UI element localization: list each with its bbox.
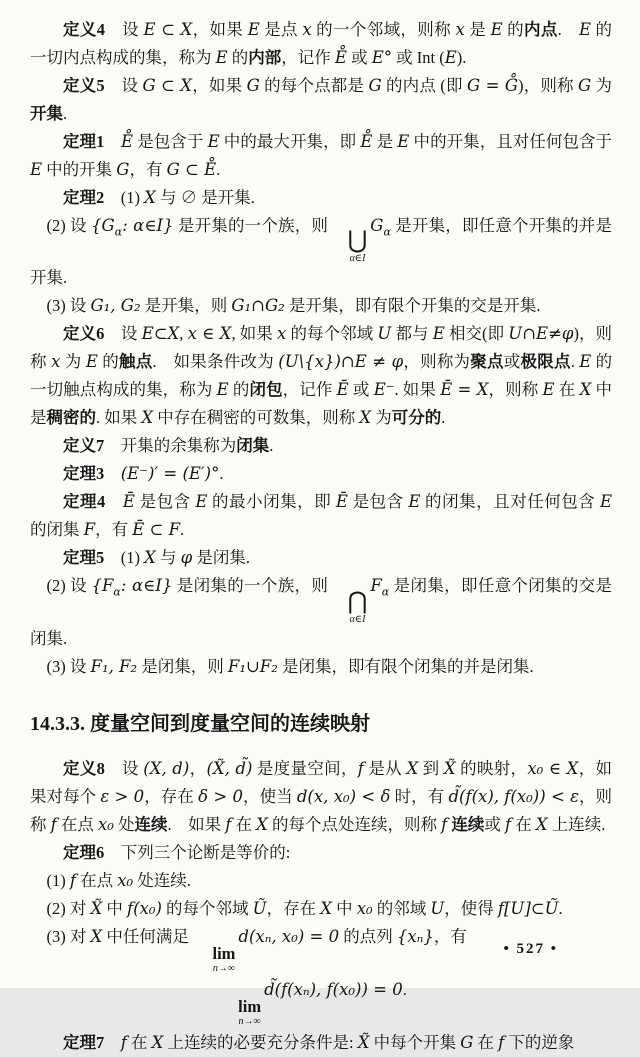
text-run: G [370, 216, 384, 235]
text-run: ，如果 [192, 76, 247, 95]
text-run: E̊ [120, 132, 134, 151]
text-run: 稠密的 [46, 408, 96, 428]
paragraph [30, 128, 612, 184]
text-run: 闭包 [249, 380, 283, 400]
text-run: (1) [46, 870, 70, 890]
text-run: X̃ [90, 898, 103, 918]
text-run: 触点 [119, 352, 153, 372]
text-run: 下的逆象 [504, 1033, 575, 1053]
text-run: x₀ [117, 870, 134, 890]
text-run: E ⊂ X [143, 20, 193, 39]
union-operator: ⋃ α∈I [347, 228, 368, 265]
text-run: E [579, 20, 592, 39]
text-run: , [179, 324, 188, 344]
text-run: f [120, 1033, 127, 1053]
paragraph [30, 16, 612, 72]
text-run: 为 [591, 76, 613, 95]
text-run: E [600, 492, 613, 512]
text-run: F [370, 576, 382, 596]
text-run: (X̃, d̃) [206, 758, 253, 778]
text-run: E̊ [360, 132, 373, 151]
text-run: . [219, 464, 224, 484]
text-run: 与 [155, 548, 181, 568]
text-run: G₁, G₂ [90, 296, 141, 316]
text-run: 中任何满足 [102, 926, 193, 946]
text-run: 中是 [30, 380, 613, 428]
text-run: 的 [502, 20, 524, 39]
text-run: G₁∩G₂ [231, 296, 285, 316]
text-run: E [216, 380, 229, 400]
text-run: 是度量空间， [252, 758, 358, 778]
text-run: ，有 [433, 926, 467, 946]
text-run: 的每个邻域 [286, 324, 378, 344]
text-run: 定义5 [63, 76, 105, 95]
text-run: 定义6 [63, 324, 105, 344]
text-run: 或 [484, 814, 505, 834]
text-run: 在 [473, 1033, 499, 1053]
text-run: ). [456, 48, 467, 67]
text-run: F [83, 520, 96, 540]
text-run: X̃ [443, 758, 456, 778]
text-run: 是开集，即有限个开集的交是开集. [284, 296, 541, 316]
text-run: U [430, 898, 445, 918]
text-run: 开集 [30, 104, 63, 123]
text-run: 的 [97, 352, 119, 372]
text-run: . 如果条件改为 [152, 352, 279, 372]
text-run: x₀ [97, 814, 114, 834]
text-run: 是包含 [134, 492, 196, 512]
text-run: Ē [336, 380, 349, 400]
text-run: . 如果 [394, 380, 441, 400]
text-run: F₁∪F₂ [227, 656, 278, 676]
text-run: 相交(即 [444, 324, 509, 344]
text-run: 定理2 [63, 188, 105, 207]
text-run: 都与 [391, 324, 433, 344]
text-run: U∩E≠φ [508, 324, 574, 344]
text-run: G ⊂ E̊ [166, 160, 217, 179]
text-run: F₁, F₂ [90, 656, 138, 676]
text-run: . [557, 20, 579, 39]
text-run: 在 [231, 814, 257, 834]
text-run: Ē ⊂ F [132, 520, 181, 540]
paragraph [30, 653, 612, 681]
text-run: f [357, 758, 364, 778]
paragraph [30, 432, 612, 460]
text-run: (2) 对 [46, 898, 91, 918]
text-run: : α∈I} [122, 216, 174, 235]
text-run: X [256, 814, 268, 834]
text-run: 14.3.3. 度量空间到度量空间的连续映射 [30, 712, 370, 735]
text-run: . [402, 979, 407, 999]
text-run: X [141, 408, 154, 428]
text-run: 连续 [134, 814, 168, 834]
text-run: )，则称 [30, 324, 613, 372]
paragraph [30, 212, 612, 292]
paragraph [30, 72, 612, 128]
document-body [30, 16, 612, 1057]
text-run: Ē [335, 492, 348, 512]
text-run: f [69, 870, 76, 890]
text-run: E [85, 352, 98, 372]
text-run: 的内点 (即 [381, 76, 467, 95]
text-run: 是闭集，即有限个闭集的并是闭集. [277, 656, 534, 676]
text-run: X [144, 188, 156, 207]
text-run: ε > 0 [100, 786, 145, 806]
text-run: X [90, 926, 103, 946]
text-run: X [320, 898, 332, 918]
section-heading [30, 711, 612, 737]
text-run: ，使得 [444, 898, 498, 918]
text-run: ，则称为 [403, 352, 471, 372]
text-run: x ∈ X [187, 324, 232, 344]
text-run: f [50, 814, 57, 834]
text-run: d(xₙ, x₀) = 0 [238, 926, 340, 946]
text-run: 的邻域 [372, 898, 431, 918]
text-run: ，有 [95, 520, 133, 540]
text-run: E [207, 132, 220, 151]
text-run: 是包含于 [133, 132, 208, 151]
text-run: 下列三个论断是等价的: [104, 842, 291, 862]
text-run: 的闭集 [30, 520, 84, 540]
text-run: 定理6 [63, 842, 105, 862]
paragraph [30, 488, 612, 544]
paragraph [30, 895, 612, 923]
text-run: α [383, 225, 391, 239]
text-run: 设 [104, 324, 142, 344]
text-run: X [406, 758, 419, 778]
text-run: G ⊂ X [142, 76, 193, 95]
text-run: x₀ [356, 898, 373, 918]
text-run: G [460, 1033, 474, 1053]
text-run: ，使当 [242, 786, 297, 806]
text-run: 的一个邻域，则称 [311, 20, 456, 39]
paragraph [30, 544, 612, 572]
text-run: (2) 设 [46, 216, 92, 235]
text-run: . 如果 [96, 408, 142, 428]
text-run: ，存在 [266, 898, 321, 918]
text-run: 是闭集. [192, 548, 250, 568]
text-run: 中的开集，且对任何包含于 [409, 132, 613, 151]
text-run: (E⁻)′ = (E′)° [120, 464, 220, 484]
limit-operator: lim n→∞ [238, 997, 262, 1028]
text-run: d̃(f(xₙ), f(x₀)) = 0 [264, 979, 403, 999]
text-run: 的点列 [339, 926, 397, 946]
text-run: X [535, 814, 548, 834]
text-run: 是开集，即任意个开集的并是开集. [30, 216, 612, 288]
text-run [104, 1033, 121, 1052]
text-run: 或 [503, 352, 521, 372]
text-run: G [578, 76, 592, 95]
text-run: 上连续. [547, 814, 606, 834]
text-run: ，有 [129, 160, 167, 179]
text-run: x [277, 324, 287, 344]
text-run: 设 [104, 20, 144, 39]
text-run: 与 ∅ 是开集. [155, 188, 255, 207]
text-run: {G [91, 216, 115, 235]
text-run: ，存在 [144, 786, 199, 806]
text-run: ，如果对每个 [30, 758, 613, 806]
text-run: 中的最大开集，即 [219, 132, 361, 151]
text-run: 到 [418, 758, 444, 778]
text-run: d(x, x₀) < δ [296, 786, 391, 806]
text-run: 定义8 [63, 758, 105, 778]
text-run: . [570, 352, 580, 372]
text-run: . [269, 436, 274, 456]
text-run: X̃ [357, 1033, 370, 1053]
text-run: G [116, 160, 130, 179]
text-run: 定理1 [63, 132, 105, 151]
text-run: . [63, 104, 68, 123]
paragraph [30, 839, 612, 867]
text-run: 设 [104, 76, 143, 95]
text-run: 中 [331, 898, 357, 918]
text-run: 上连续的必要充分条件是: [163, 1033, 358, 1053]
text-run: G [368, 76, 382, 95]
text-run [104, 132, 121, 151]
text-run: 是包含 [347, 492, 409, 512]
text-run: 是开集的一个族，则 [173, 216, 329, 235]
text-run: E [408, 492, 421, 512]
text-run: 处连续. [133, 870, 191, 890]
text-run: 在点 [56, 814, 98, 834]
text-run: 开集的余集称为 [104, 436, 237, 456]
text-run: : α∈I} [120, 576, 173, 596]
text-run: 在 [511, 814, 536, 834]
text-run: 或 Int ( [392, 48, 445, 67]
text-run: ，如果 [192, 20, 248, 39]
text-run: (1) [104, 188, 145, 207]
text-run: G = G̊ [466, 76, 519, 95]
text-run: 为 [371, 408, 392, 428]
text-run: ，则称 [30, 786, 613, 834]
text-run: {xₙ} [396, 926, 434, 946]
paragraph [30, 184, 612, 212]
text-run: 的一切触点构成的集，称为 [30, 352, 613, 400]
text-run: f [498, 1033, 505, 1053]
limit-operator: lim n→∞ [212, 943, 236, 974]
text-run: (U\{x})∩E ≠ φ [278, 352, 404, 372]
text-run: f[U]⊂Ũ [497, 898, 559, 918]
text-run: 设 [104, 758, 144, 778]
text-run: )，则称 [518, 76, 579, 95]
text-run: . [441, 408, 446, 428]
text-run: {F [91, 576, 114, 596]
text-run: ，记作 [281, 48, 335, 67]
text-run: 的闭集，且对任何包含 [420, 492, 600, 512]
text-run: 中存在稠密的可数集，则称 [153, 408, 360, 428]
text-run: 闭集 [236, 436, 270, 456]
text-run: 中 [102, 898, 127, 918]
display-formula [30, 976, 612, 1027]
text-run: 为 [60, 352, 86, 372]
text-run: f [225, 814, 232, 834]
text-run: (3) 对 [46, 926, 91, 946]
text-run: x [51, 352, 61, 372]
text-run: 是从 [363, 758, 407, 778]
text-run [104, 464, 121, 483]
text-run: 的每个点都是 [259, 76, 369, 95]
text-run: 的一切内点构成的集，称为 [30, 20, 613, 67]
text-run: , 如果 [231, 324, 277, 344]
text-run: 是 [464, 20, 491, 39]
text-run: E [215, 48, 228, 67]
paragraph [30, 320, 612, 432]
paragraph [30, 1029, 612, 1057]
paragraph [30, 867, 612, 895]
text-run: 或 [346, 48, 372, 67]
text-run: 的映射， [455, 758, 528, 778]
text-run: 是闭集，则 [137, 656, 228, 676]
text-run: α [113, 585, 121, 599]
text-run: 或 [348, 380, 374, 400]
text-run: E⊂X [141, 324, 180, 344]
text-run: (X, d) [143, 758, 190, 778]
text-run: 连续 [451, 814, 485, 834]
text-run: 定义4 [63, 20, 105, 39]
text-run: x [455, 20, 465, 39]
text-run: 时，有 [390, 786, 449, 806]
text-run: X [579, 380, 592, 400]
text-run: . [558, 898, 563, 918]
text-run: 定理3 [63, 464, 105, 484]
text-run: E [432, 324, 445, 344]
text-run: X [144, 548, 156, 568]
text-run: 是点 [259, 20, 303, 39]
text-run: Ē = X [440, 380, 489, 400]
text-run: 是闭集的一个族，则 [172, 576, 329, 596]
text-run: 定理4 [63, 492, 106, 512]
paragraph [30, 292, 612, 320]
text-run: E [247, 20, 260, 39]
text-run: α [114, 225, 123, 239]
text-run: E̊ [334, 48, 347, 67]
text-run: ，则称 [488, 380, 543, 400]
text-run: U [377, 324, 392, 344]
text-run: 是闭集，即任意个闭集的交是闭集. [30, 576, 612, 648]
text-run: α [381, 585, 390, 599]
paragraph [30, 460, 612, 488]
text-run: E [444, 48, 457, 67]
text-run: f [441, 814, 448, 834]
text-run: E° [371, 48, 393, 67]
text-run: E [195, 492, 208, 512]
text-run [105, 492, 123, 511]
text-run: 是 [372, 132, 398, 151]
text-run: 在 [126, 1033, 152, 1053]
text-run: X [151, 1033, 164, 1053]
text-run: x [302, 20, 312, 39]
text-run: . [180, 520, 185, 540]
text-run: 极限点 [520, 352, 571, 372]
text-run: E⁻ [373, 380, 395, 400]
text-run: 处 [113, 814, 135, 834]
text-run: G [246, 76, 260, 95]
text-run: 的每个点处连续，则称 [267, 814, 442, 834]
text-run: E [397, 132, 410, 151]
text-run: 定理7 [63, 1033, 105, 1053]
text-run: 内点 [523, 20, 558, 39]
text-run: 的每个邻域 [161, 898, 253, 918]
text-run: (1) [104, 548, 145, 568]
text-run: f [505, 814, 512, 834]
text-run: ， [189, 758, 207, 778]
text-run: 是开集，则 [140, 296, 232, 316]
text-run: (3) 设 [46, 656, 91, 676]
text-run: 定义7 [63, 436, 105, 456]
text-run: E [490, 20, 503, 39]
text-run: d̃(f(x), f(x₀)) < ε [448, 786, 579, 806]
text-run: E [542, 380, 555, 400]
text-run: 在点 [75, 870, 118, 890]
text-run: X [359, 408, 372, 428]
text-run: E [30, 160, 43, 179]
text-run: (2) 设 [46, 576, 92, 596]
text-run: 聚点 [470, 352, 504, 372]
text-run: 中的开集 [42, 160, 117, 179]
text-run: 的最小闭集，即 [207, 492, 336, 512]
text-run: E [579, 352, 592, 372]
text-run: Ũ [252, 898, 267, 918]
paragraph [30, 755, 612, 839]
text-run: 中每个开集 [369, 1033, 461, 1053]
intersection-operator: ⋂ α∈I [347, 588, 368, 625]
text-run: Ē [122, 492, 135, 512]
paragraph [30, 572, 612, 652]
text-run: 可分的 [391, 408, 442, 428]
text-run: (3) 设 [46, 296, 91, 316]
text-run: δ > 0 [198, 786, 243, 806]
text-run: 定理5 [63, 548, 105, 568]
text-run: x₀ ∈ X [527, 758, 579, 778]
text-run: 内部 [248, 48, 282, 67]
text-run: 在 [554, 380, 580, 400]
text-run: 的 [227, 48, 249, 67]
text-run: φ [180, 548, 193, 568]
text-run: ，记作 [282, 380, 337, 400]
text-run: . 如果 [167, 814, 226, 834]
text-run: 的 [228, 380, 250, 400]
text-run: f(x₀) [127, 898, 162, 918]
text-run: . [216, 160, 221, 179]
page-number: • 527 • [503, 941, 558, 957]
